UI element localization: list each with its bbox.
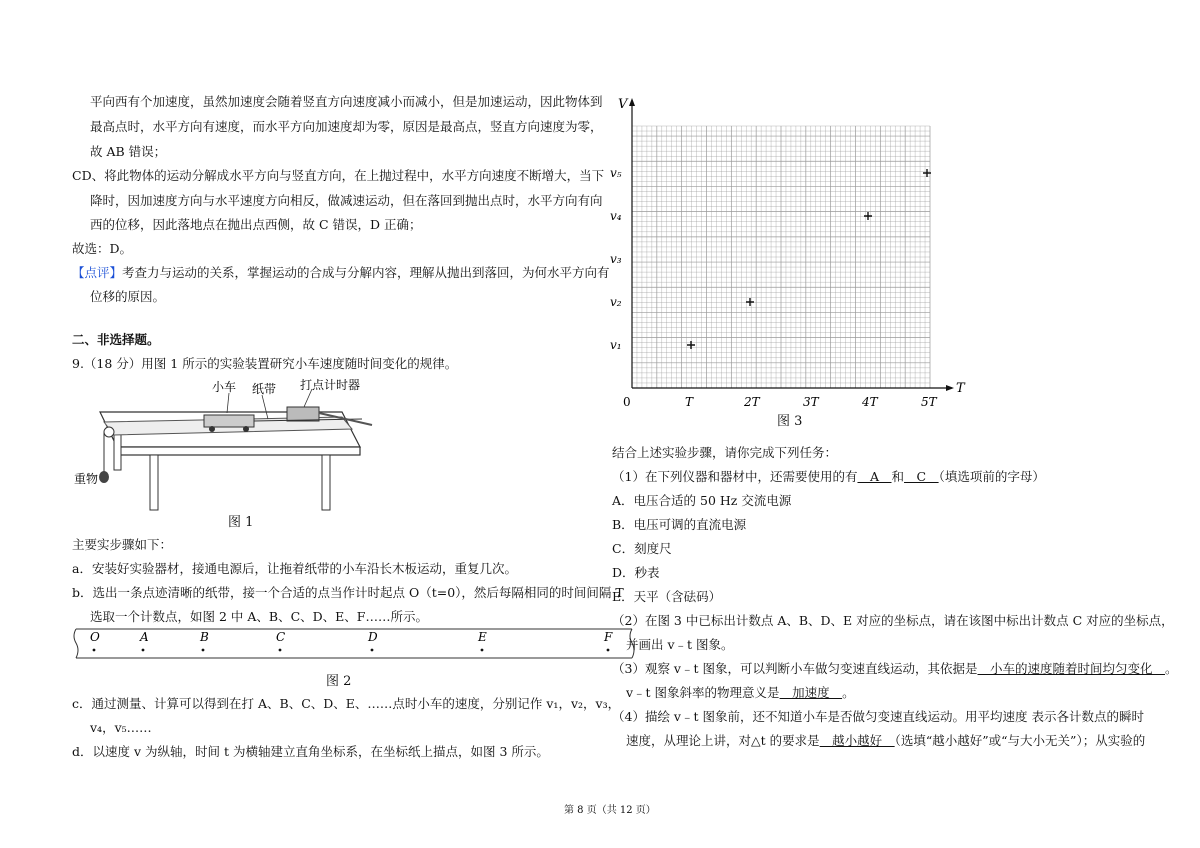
tape-label-o: O	[90, 630, 100, 644]
section-heading: 二、非选择题。	[72, 332, 160, 347]
fig1-label-car: 小车	[212, 380, 237, 394]
task-3-slope-end: 。	[842, 685, 855, 700]
task-4-line-1: （4）描绘 v﹣t 图象前，还不知道小车是否做匀变速直线运动。用平均速度 表示各计数点的瞬时	[612, 709, 1144, 724]
tape-label-e: E	[478, 630, 487, 644]
review-line-1	[72, 267, 610, 280]
y-tick-label: v₁	[610, 338, 622, 352]
option-e: E．天平（含砝码）	[612, 589, 722, 604]
review-text: 考查力与运动的关系，掌握运动的合成与分解内容，理解从抛出到落回，为何水平方向有	[122, 265, 610, 280]
option-a: A．电压合适的 50 Hz 交流电源	[612, 493, 792, 508]
x-tick-label: 5T	[921, 395, 937, 409]
tape-label-f: F	[604, 630, 613, 644]
tape-dot-a	[142, 649, 145, 652]
task-3-end: 。	[1165, 661, 1178, 676]
paper-tape-figure	[72, 627, 635, 661]
tape-dot-c	[279, 649, 282, 652]
task-2-line-2: 并画出 v﹣t 图象。	[626, 637, 734, 652]
task-3	[612, 663, 1178, 676]
fig2-caption: 图 2	[326, 674, 352, 689]
x-tick-label: 4T	[862, 395, 878, 409]
tape-dot-e	[481, 649, 484, 652]
option-c: C．刻度尺	[612, 541, 672, 556]
tape-label-c: C	[276, 630, 286, 644]
answer-text-line-4: CD、将此物体的运动分解成水平方向与竖直方向，在上抛过程中，水平方向速度不断增大，当下	[72, 168, 605, 183]
option-b: B．电压可调的直流电源	[612, 517, 747, 532]
steps-title: 主要实步骤如下：	[72, 537, 173, 552]
task-2-line-1: （2）在图 3 中已标出计数点 A、B、D、E 对应的坐标点，请在该图中标出计数点 C 对应的坐标点，	[612, 613, 1174, 628]
page-footer: 第 8 页（共 12 页）	[564, 805, 656, 816]
option-d: D．秒表	[612, 565, 660, 580]
y-tick-label: v₂	[610, 295, 622, 309]
tape-label-d: D	[368, 630, 378, 644]
step-d: d．以速度 v 为纵轴，时间 t 为横轴建立直角坐标系，在坐标纸上描点，如图 3 所示。	[72, 744, 549, 759]
tape-dot-d	[371, 649, 374, 652]
y-tick-label: v₃	[610, 252, 622, 266]
y-tick-label: v₄	[610, 209, 622, 223]
question-9: 9.（18 分）用图 1 所示的实验装置研究小车速度随时间变化的规律。	[72, 356, 458, 371]
step-a: a．安装好实验器材，接通电源后，让拖着纸带的小车沿长木板运动，重复几次。	[72, 561, 517, 576]
answer-text-line-5: 降时，因加速度方向与水平速度方向相反，做减速运动，但在落回到抛出点时，水平方向有向	[90, 193, 603, 208]
tape-label-a: A	[140, 630, 149, 644]
task-4-line-2	[626, 735, 1145, 748]
task-4-hint: （选填“越小越好”或“与大小无关”）；从实验的	[894, 733, 1146, 748]
y-tick-label: v₅	[610, 166, 622, 180]
x-axis-arrow	[946, 385, 954, 391]
answer-text-line-3: 故 AB 错误；	[90, 144, 167, 159]
x-axis-label: T	[956, 381, 965, 396]
step-c-line-2: v₄，v₅……	[90, 720, 152, 735]
fig1-label-timer: 打点计时器	[300, 378, 361, 392]
tape-dot-o	[93, 649, 96, 652]
origin-label: 0	[623, 395, 631, 409]
fig1-label-weight: 重物	[74, 472, 99, 486]
fig3-caption: 图 3	[777, 414, 803, 429]
step-b-line-2: 选取一个计数点，如图 2 中 A、B、C、D、E、F……所示。	[90, 609, 428, 624]
task-3-slope	[626, 687, 855, 700]
task-3-slope-text: v﹣t 图象斜率的物理意义是	[626, 685, 780, 700]
x-tick-label: T	[685, 395, 694, 409]
task-1-answer-2: C	[904, 469, 939, 484]
answer-choice: 故选：D。	[72, 241, 133, 256]
task-1-answer-1: A	[857, 469, 892, 484]
plotted-point	[864, 212, 872, 220]
task-intro: 结合上述实验步骤，请你完成下列任务：	[612, 445, 838, 460]
tape-dot-b	[202, 649, 205, 652]
task-3-text: （3）观察 v﹣t 图象，可以判断小车做匀变速直线运动，其依据是	[612, 661, 978, 676]
answer-text-line-2: 最高点时，水平方向有速度，而水平方向加速度却为零，原因是最高点，竖直方向速度为零，	[90, 119, 603, 134]
apparatus-figure	[72, 377, 382, 517]
x-tick-label: 3T	[803, 395, 819, 409]
task-4-text: 速度，从理论上讲，对△t 的要求是	[626, 733, 820, 748]
y-axis-arrow	[629, 98, 635, 106]
answer-text-line-1: 平向西有个加速度，虽然加速度会随着竖直方向速度减小而减小，但是加速运动，因此物体到	[90, 94, 603, 109]
answer-text-line-6: 西的位移，因此落地点在抛出点西侧，故 C 错误，D 正确；	[90, 217, 422, 232]
task-1-hint: （填选项前的字母）	[938, 469, 1045, 484]
fig1-caption: 图 1	[228, 515, 254, 530]
task-1-text: （1）在下列仪器和器材中，还需要使用的有	[612, 469, 858, 484]
task-1	[612, 471, 1045, 484]
velocity-time-graph	[610, 96, 972, 409]
x-tick-label: 2T	[744, 395, 760, 409]
tape-label-b: B	[200, 630, 209, 644]
task-4-answer: 越小越好	[819, 733, 895, 748]
task-1-joiner: 和	[891, 469, 905, 484]
step-c-line-1: c．通过测量、计算可以得到在打 A、B、C、D、E、……点时小车的速度，分别记作 v₁，v₂，v₃，	[72, 696, 621, 711]
task-3-slope-answer: 加速度	[779, 685, 843, 700]
fig1-label-tape: 纸带	[252, 382, 277, 396]
review-line-2: 位移的原因。	[90, 289, 166, 304]
tape-dot-f	[607, 649, 610, 652]
plotted-point	[746, 298, 754, 306]
task-3-answer: 小车的速度随着时间均匀变化	[977, 661, 1166, 676]
review-tag: 【点评】	[72, 265, 123, 280]
step-b-line-1: b．选出一条点迹清晰的纸带，接一个合适的点当作计时起点 O（t=0），然后每隔相同的时间间隔 T	[72, 585, 624, 600]
y-axis-label: V	[618, 97, 628, 112]
